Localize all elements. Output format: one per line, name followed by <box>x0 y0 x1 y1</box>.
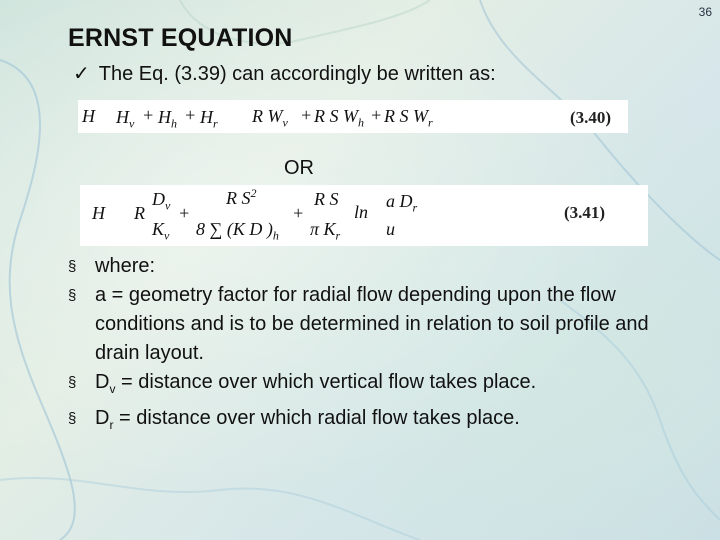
slide-title: ERNST EQUATION <box>68 24 293 52</box>
checkmark-icon: ✓ <box>73 63 90 85</box>
eq2-pi-denominator: π $K_r$ <box>310 219 341 243</box>
intro-line <box>73 61 496 86</box>
eq2-number: (3.41) <box>564 203 606 222</box>
eq1-plus-4: + <box>370 105 383 125</box>
eq1-term-rwv: R $W_v$ <box>252 106 288 130</box>
bullet-square-icon: § <box>68 258 77 275</box>
eq2-ln: ln <box>354 202 369 222</box>
eq2-sum-denominator: 8 ∑ (K D )$_h$ <box>196 219 279 243</box>
bullet-square-icon: § <box>68 410 77 427</box>
eq1-term-hh: $H_h$ <box>158 107 177 131</box>
equation-3-41 <box>80 185 648 246</box>
eq2-u-denominator: u <box>386 219 395 239</box>
eq1-plus-2: + <box>184 105 197 125</box>
eq1-number: (3.40) <box>570 108 612 127</box>
eq2-rs2-numerator: R $S^2$ <box>226 186 257 208</box>
eq2-rs-numerator: R S <box>314 189 339 209</box>
page-number: 36 <box>698 5 712 19</box>
equation-3-40 <box>78 100 628 133</box>
eq1-term-rswh: R S $W_h$ <box>314 106 364 130</box>
eq2-dv-numerator: $D_v$ <box>152 189 171 213</box>
eq1-term-rswr: R S $W_r$ <box>384 106 433 130</box>
eq1-term-hr: $H_r$ <box>200 107 218 131</box>
eq2-adr-numerator: a $D_r$ <box>386 191 418 215</box>
eq1-plus-3: + <box>300 105 313 125</box>
eq2-plus-2: + <box>292 203 305 223</box>
eq2-r: R <box>134 203 145 223</box>
bullet-geometry-factor: § a = geometry factor for radial flow depending upon the flow conditions and is to be determined in relation to soil profile and drain layout. <box>68 281 688 368</box>
eq1-term-hv: $H_v$ <box>116 107 135 131</box>
eq2-kv-denominator: $K_v$ <box>152 219 170 243</box>
bullet-square-icon: § <box>68 374 77 391</box>
bullet-square-icon: § <box>68 287 77 304</box>
intro-text: The Eq. (3.39) can accordingly be written as: <box>98 63 496 85</box>
or-label: OR <box>284 157 314 179</box>
bullet-list <box>68 252 688 440</box>
eq2-lhs: H <box>92 203 105 223</box>
bullet-where: § where: <box>68 252 688 281</box>
bullet-dr: § $D_r$ = distance over which radial flow takes place. <box>68 404 688 440</box>
eq2-plus-1: + <box>178 203 191 223</box>
eq1-plus-1: + <box>142 105 155 125</box>
eq1-lhs: H <box>82 106 95 126</box>
bullet-dv: § $D_v$ = distance over which vertical flow takes place. <box>68 368 688 404</box>
